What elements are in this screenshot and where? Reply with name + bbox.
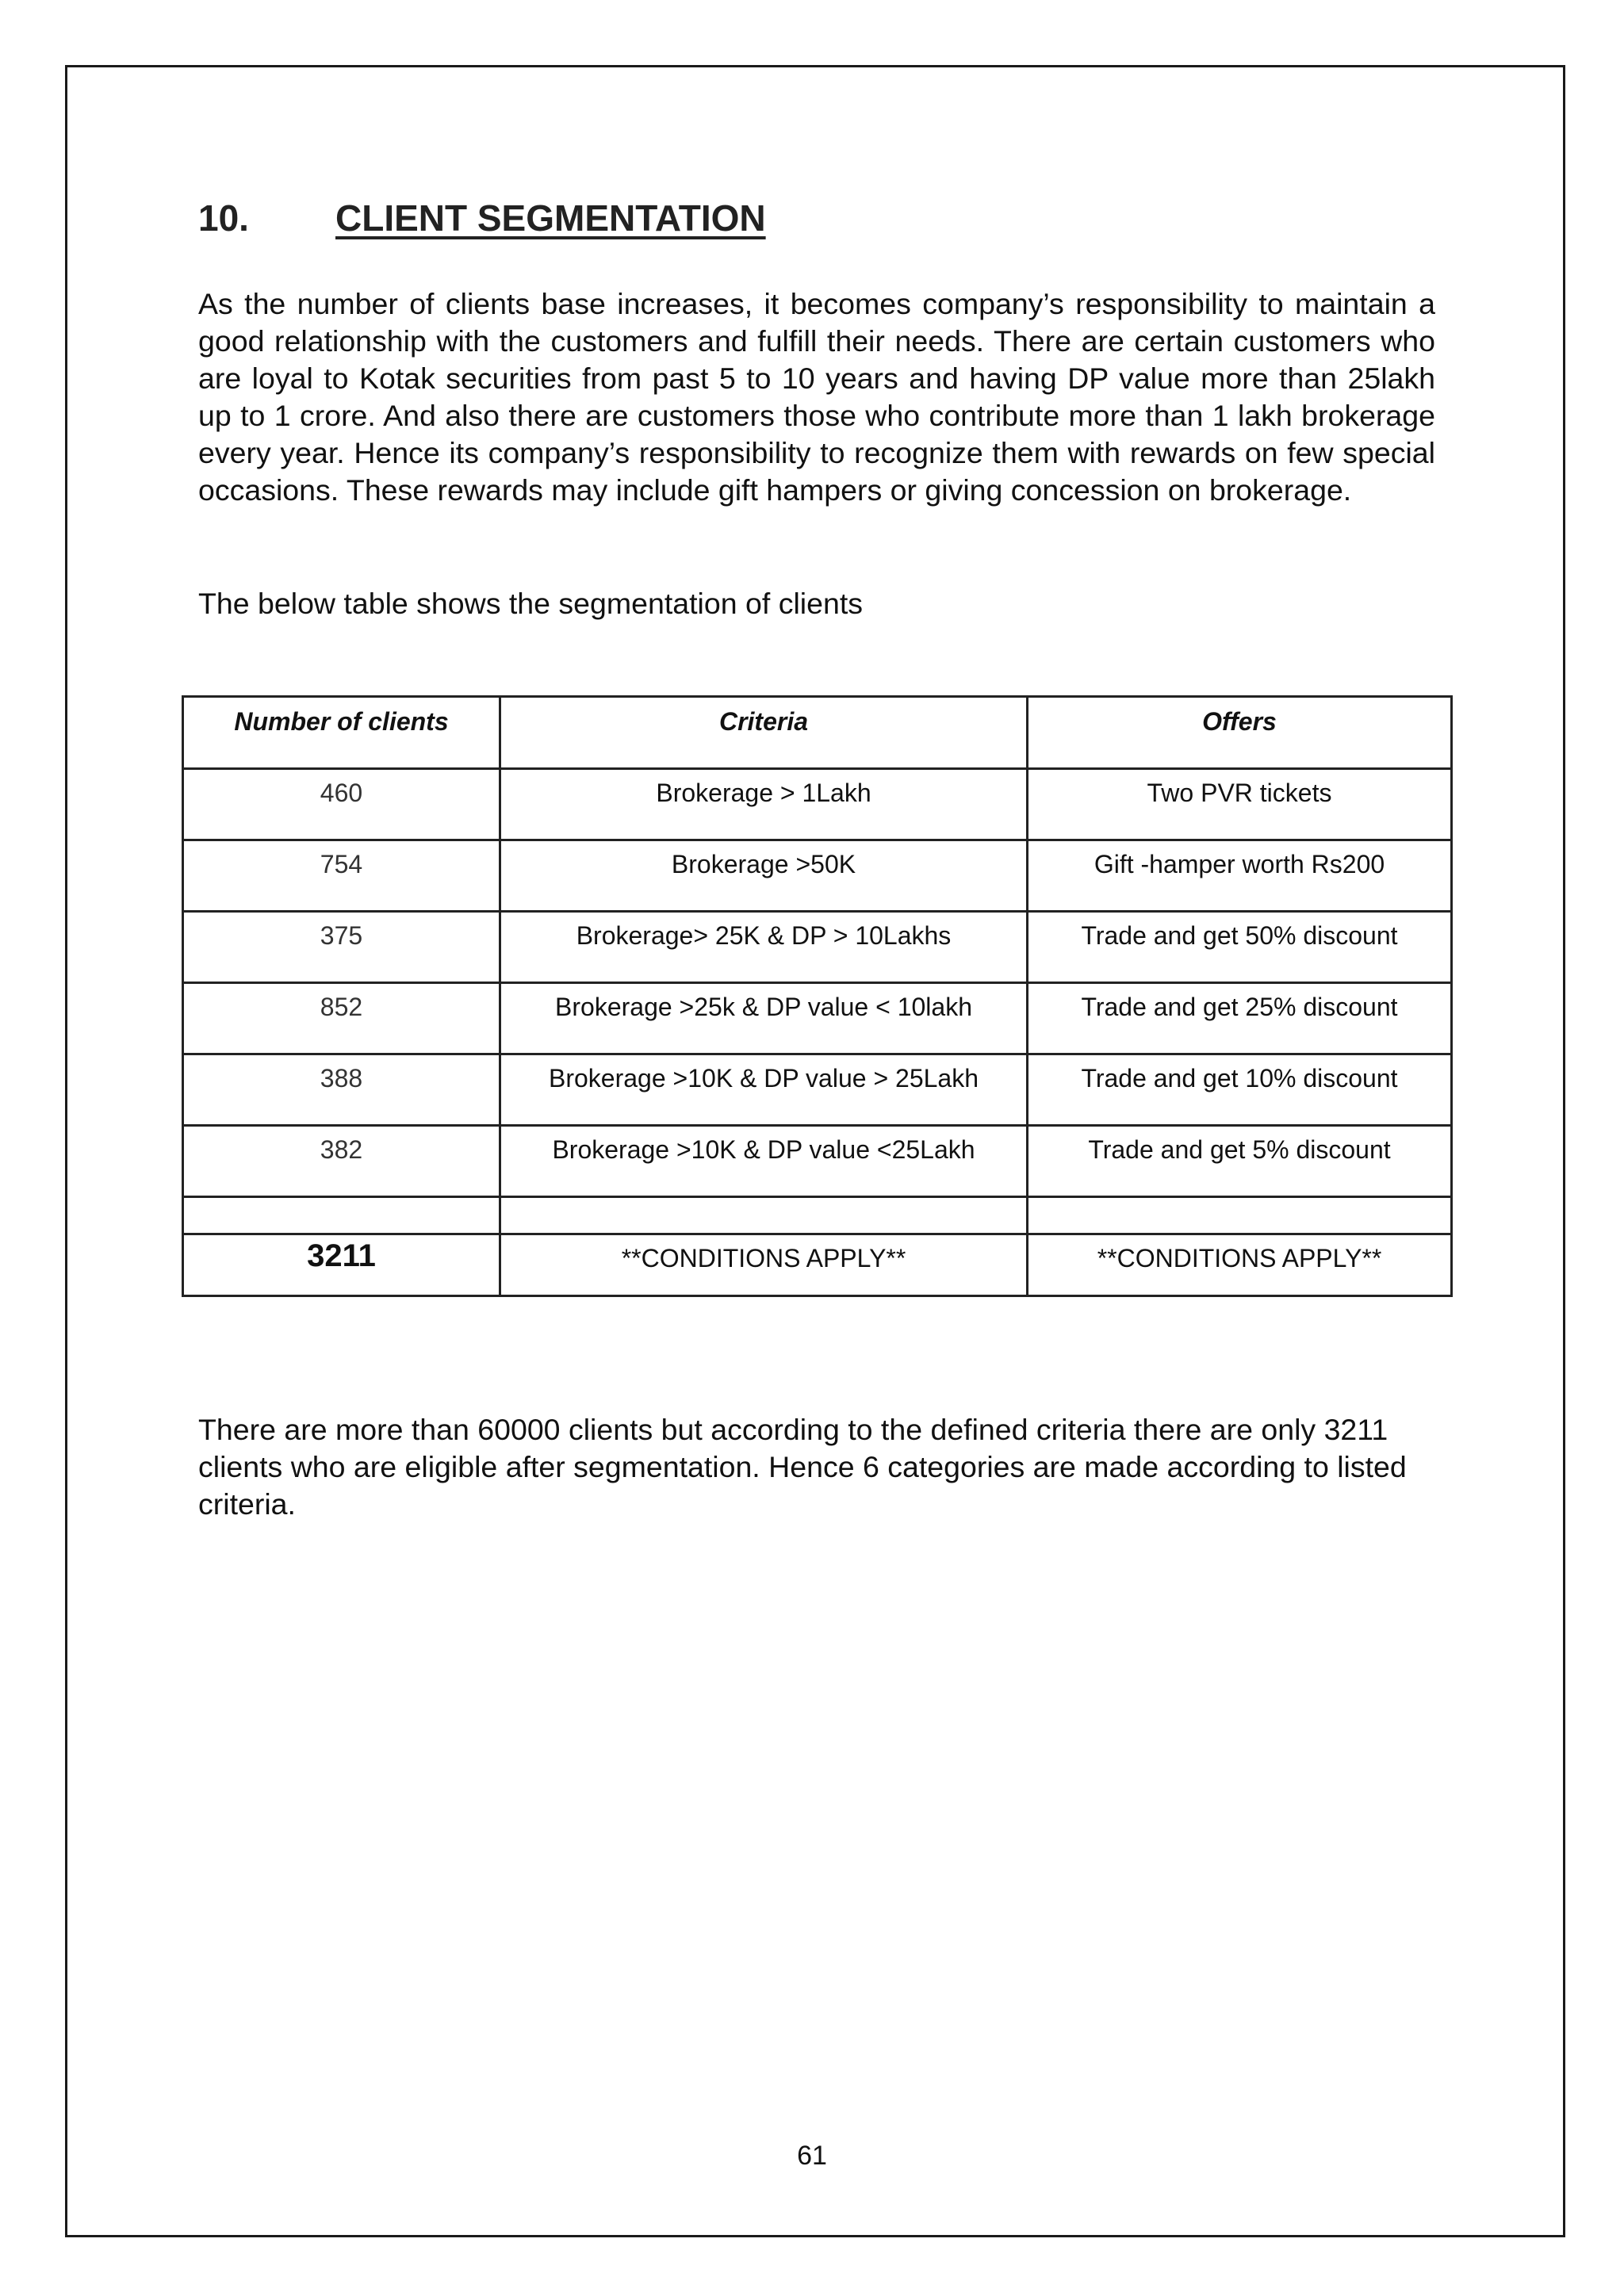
- offer-cell: Gift -hamper worth Rs200: [1028, 840, 1452, 912]
- criteria-cell: Brokerage >25k & DP value < 10lakh: [500, 983, 1028, 1054]
- criteria-cell: Brokerage >10K & DP value <25Lakh: [500, 1126, 1028, 1197]
- client-count-cell: 460: [183, 769, 500, 840]
- criteria-cell: Brokerage >10K & DP value > 25Lakh: [500, 1054, 1028, 1126]
- offer-cell: Two PVR tickets: [1028, 769, 1452, 840]
- empty-table-row: [183, 1197, 1452, 1234]
- header-number-of-clients: Number of clients: [183, 697, 500, 769]
- table-header-row: [183, 697, 1452, 769]
- table-row: [183, 1054, 1452, 1126]
- table-row: [183, 1126, 1452, 1197]
- header-criteria: Criteria: [500, 697, 1028, 769]
- empty-cell: [1028, 1197, 1452, 1234]
- client-count-cell: 375: [183, 912, 500, 983]
- offers-conditions-note: **CONDITIONS APPLY**: [1028, 1234, 1452, 1296]
- offer-cell: Trade and get 50% discount: [1028, 912, 1452, 983]
- page-number: 61: [797, 2141, 827, 2171]
- total-client-count: 3211: [183, 1234, 500, 1296]
- intro-paragraph: As the number of clients base increases, it becomes company’s responsibility to maintain a good relationship with the customers and fulfill their needs. There are certain customers who are loyal to Kotak securities from past 5 to 10 years and having DP value more than 25lakh up to 1 crore. And also there are customers those who contribute more than 1 lakh brokerage every year. Hence its company’s responsibility to recognize them with rewards on few special occasions. These rewards may include gift hampers or giving concession on brokerage.: [198, 287, 1435, 507]
- client-count-cell: 754: [183, 840, 500, 912]
- offer-cell: Trade and get 10% discount: [1028, 1054, 1452, 1126]
- offer-cell: Trade and get 25% discount: [1028, 983, 1452, 1054]
- table-row: [183, 769, 1452, 840]
- criteria-conditions-note: **CONDITIONS APPLY**: [500, 1234, 1028, 1296]
- table-intro-paragraph: The below table shows the segmentation of clients: [198, 587, 863, 620]
- table-row: [183, 912, 1452, 983]
- total-row: [183, 1234, 1452, 1296]
- empty-cell: [183, 1197, 500, 1234]
- criteria-cell: Brokerage >50K: [500, 840, 1028, 912]
- conclusion-paragraph: There are more than 60000 clients but according to the defined criteria there are only 3211 clients who are eligible after segmentation. Hence 6 categories are made according to listed criteria.: [198, 1413, 1407, 1521]
- section-title: CLIENT SEGMENTATION: [335, 197, 766, 239]
- header-offers: Offers: [1028, 697, 1452, 769]
- empty-cell: [500, 1197, 1028, 1234]
- client-count-cell: 852: [183, 983, 500, 1054]
- table-row: [183, 983, 1452, 1054]
- table-row: [183, 840, 1452, 912]
- section-heading: [198, 197, 766, 239]
- offer-cell: Trade and get 5% discount: [1028, 1126, 1452, 1197]
- criteria-cell: Brokerage> 25K & DP > 10Lakhs: [500, 912, 1028, 983]
- criteria-cell: Brokerage > 1Lakh: [500, 769, 1028, 840]
- segmentation-table: [182, 695, 1453, 1297]
- client-count-cell: 388: [183, 1054, 500, 1126]
- client-count-cell: 382: [183, 1126, 500, 1197]
- section-number: 10.: [198, 197, 249, 239]
